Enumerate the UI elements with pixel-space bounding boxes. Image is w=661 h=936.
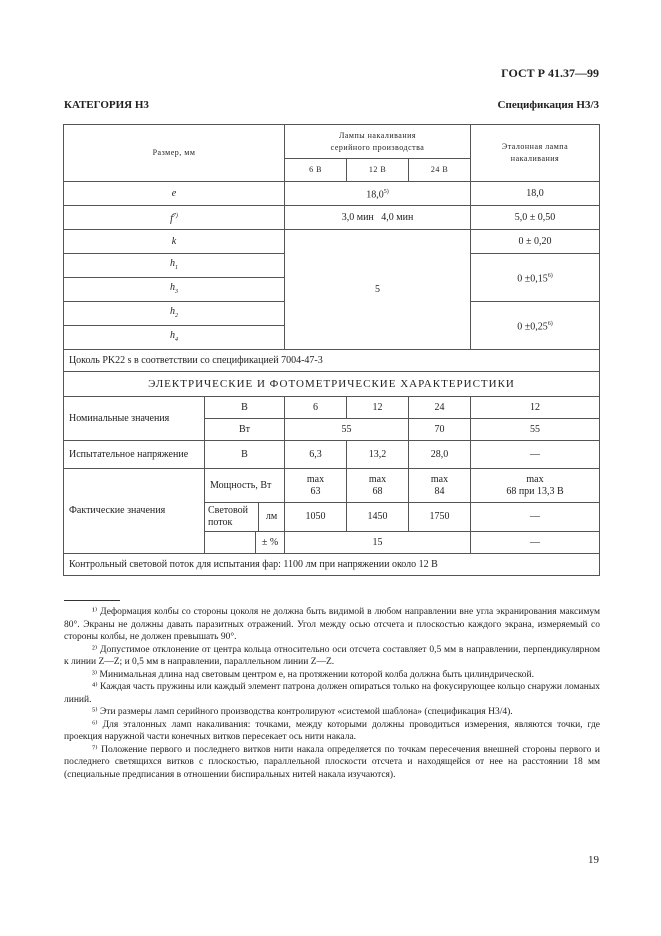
footnote-rule	[64, 600, 120, 601]
spec-table	[63, 124, 600, 576]
nominal-w24: 70	[409, 419, 471, 441]
ref-h2-h4: $0 \pm 0,25^{6)}$	[471, 302, 600, 350]
nominal-v12: 12	[347, 397, 409, 419]
nominal-ref-w: 55	[471, 419, 600, 441]
test-v6: 6,3	[285, 441, 347, 469]
serial-lamps-header: Лампы накаливания серийного производства	[285, 125, 471, 159]
size-header: Размер, мм	[64, 125, 285, 182]
voltage-12-header: 12 В	[347, 159, 409, 182]
power-12: max 68	[347, 469, 409, 503]
row-e-serial: 18,0$^{5)}$	[285, 182, 471, 206]
document-code: ГОСТ Р 41.37—99	[501, 66, 599, 80]
test-v24: 28,0	[409, 441, 471, 469]
row-e-label: e	[64, 182, 285, 206]
voltage-24-header: 24 В	[409, 159, 471, 182]
nominal-unit-w: Вт	[205, 419, 285, 441]
voltage-6-header: 6 В	[285, 159, 347, 182]
row-f-ref: 5,0 ± 0,50	[471, 206, 600, 230]
category-title: КАТЕГОРИЯ Н3	[64, 99, 149, 111]
row-h3-label: $h_3$	[64, 278, 285, 302]
page-number: 19	[588, 854, 599, 866]
row-k-ref: 0 ± 0,20	[471, 230, 600, 254]
flux-label: Световой поток	[205, 503, 259, 531]
flux-6: 1050	[285, 503, 347, 532]
power-label: Мощность, Вт	[205, 469, 285, 503]
reference-lamp-header: Эталонная лампа накаливания	[471, 125, 600, 182]
flux-ref: —	[471, 503, 600, 532]
footnote-3: ³⁾ Минимальная длина над световым центром e, на протяжении которой колба должна быть цилиндрической.	[92, 669, 534, 680]
footnote-7: ⁷⁾ Положение первого и последнего витков нити накала определяется по точкам пересечения внешней стороны первого и последнего светящихся витков с плоскостью, параллельной плоскости отсчета и находящейся от нее на расстоянии 18 мм (специальные предписания в отношении биспиральных нитей накала изучаются).	[64, 744, 600, 780]
flux-unit: лм	[265, 511, 278, 522]
test-unit: В	[205, 441, 285, 469]
nominal-label: Номинальные значения	[64, 397, 205, 441]
footnote-6: ⁶⁾ Для эталонных ламп накаливания: точками, между которыми должны проводиться измерения, являются точки, где проекция наружной части конечных витков пересекает ось нити накала.	[64, 719, 600, 742]
row-e-ref: 18,0	[471, 182, 600, 206]
power-6: max 63	[285, 469, 347, 503]
ref-h1-h3: $0 \pm 0,15^{6)}$	[471, 254, 600, 302]
tolerance-cell	[205, 532, 285, 554]
test-voltage-label: Испытательное напряжение	[64, 441, 205, 469]
row-f-label: $f^{7)}$	[64, 206, 285, 230]
row-h1-label: $h_1$	[64, 254, 285, 278]
control-flux-row: Контрольный световой поток для испытания фар: 1100 лм при напряжении около 12 В	[64, 554, 600, 576]
power-ref: max 68 при 13,3 В	[471, 469, 600, 503]
merged-serial-value: 5	[285, 230, 471, 350]
row-h4-label: $h_4$	[64, 326, 285, 350]
specification-title: Спецификация Н3/3	[497, 99, 599, 111]
row-h2-label: $h_2$	[64, 302, 285, 326]
tolerance-value: 15	[285, 532, 471, 554]
row-f-serial: 3,0 мин 4,0 мин	[285, 206, 471, 230]
base-row: Цоколь PK22 s в соответствии со спецификацией 7004-47-3	[64, 350, 600, 372]
section-title: ЭЛЕКТРИЧЕСКИЕ И ФОТОМЕТРИЧЕСКИЕ ХАРАКТЕРИСТИКИ	[64, 372, 600, 397]
tolerance-unit: ± %	[261, 536, 279, 548]
power-24: max 84	[409, 469, 471, 503]
flux-cell	[205, 503, 285, 532]
footnote-1: ¹⁾ Деформация колбы со стороны цоколя не должна быть видимой в любом направлении вне угла экранирования максимум 80°. Экраны не должны давать паразитных отражений. Угол между осью отсчета и плоскостью каждого экрана, измеряемый со стороны колбы, не должен превышать 90°.	[64, 607, 600, 642]
nominal-w-serial: 55	[285, 419, 409, 441]
flux-24: 1750	[409, 503, 471, 532]
tolerance-ref: —	[471, 532, 600, 554]
nominal-unit-v: В	[205, 397, 285, 419]
nominal-v6: 6	[285, 397, 347, 419]
flux-12: 1450	[347, 503, 409, 532]
nominal-ref-v: 12	[471, 397, 600, 419]
actual-values-label: Фактические значения	[64, 469, 205, 554]
nominal-v24: 24	[409, 397, 471, 419]
footnotes	[64, 606, 600, 781]
footnote-2: ²⁾ Допустимое отклонение от центра кольца относительно оси отсчета составляет 0,5 мм в направлении, перпендикулярном к линии Z—Z; и 0,5 мм в направлении, параллельном линии Z—Z.	[64, 644, 600, 667]
row-k-label: k	[64, 230, 285, 254]
footnote-4: ⁴⁾ Каждая часть пружины или каждый элемент патрона должен опираться только на фокусирующее кольцо снаружи ломаных линий.	[64, 682, 600, 705]
test-ref: —	[471, 441, 600, 469]
test-v12: 13,2	[347, 441, 409, 469]
footnote-5: ⁵⁾ Эти размеры ламп серийного производства контролируют «системой шаблона» (спецификация Н3/4).	[92, 707, 513, 717]
